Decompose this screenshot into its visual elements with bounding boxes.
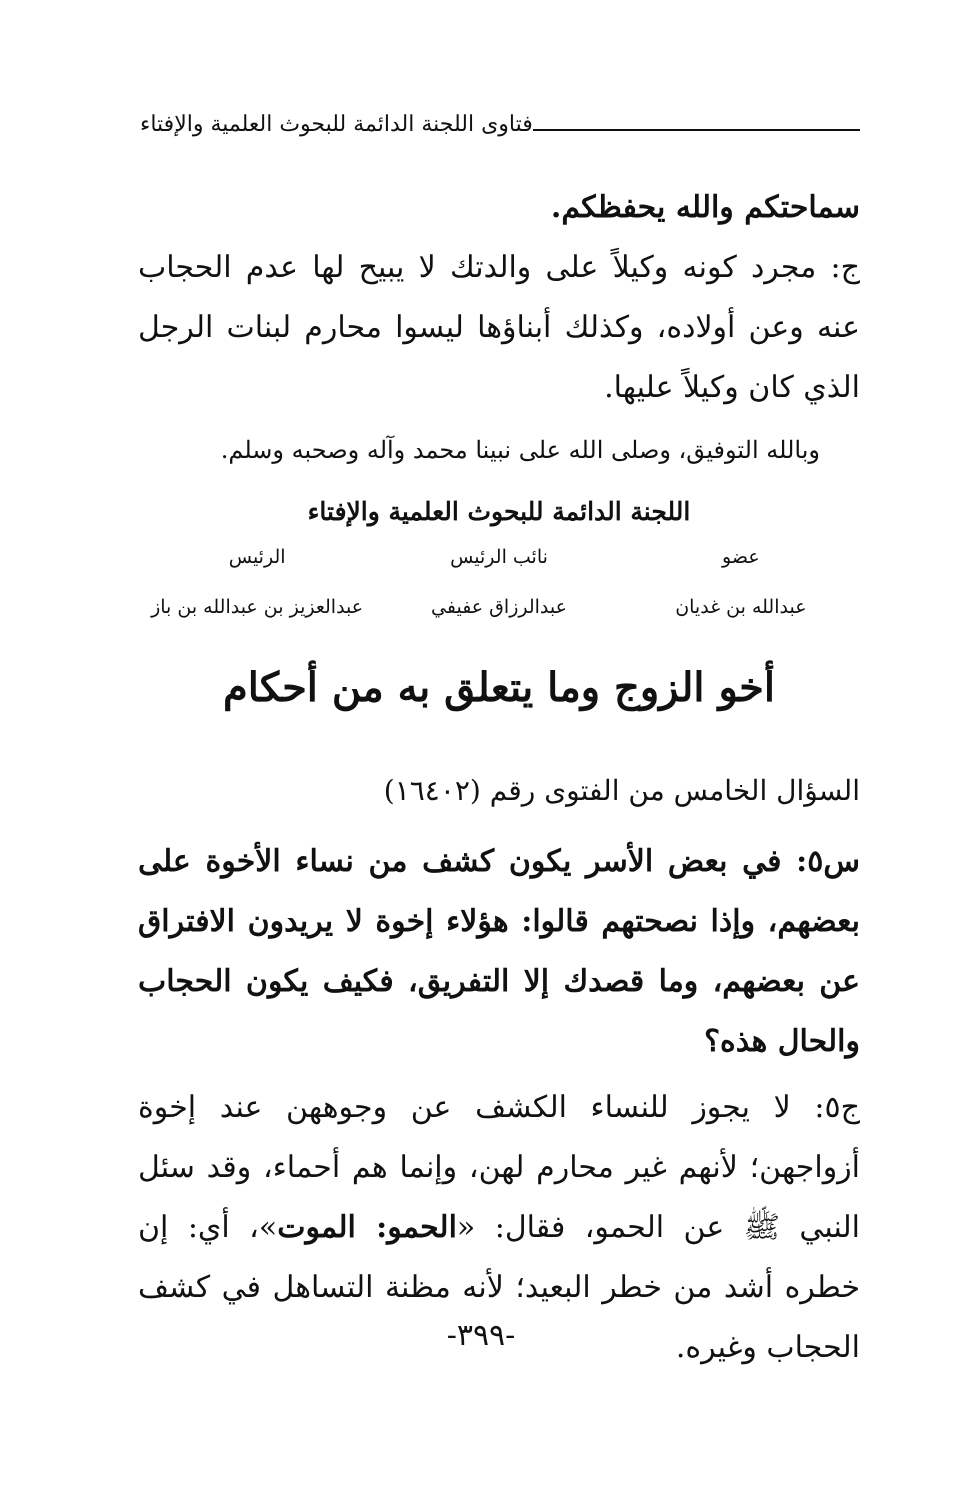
section-title: أخو الزوج وما يتعلق به من أحكام	[223, 664, 775, 711]
answer-part-2: »، أي: إن خطره أشد من خطر البعيد؛ لأنه مظنة التساهل في كشف الحجاب وغيره.	[138, 1210, 860, 1365]
signature-role-member: عضو	[722, 546, 760, 568]
signature-name-chairman: عبدالعزيز بن عبدالله بن باز	[151, 596, 364, 618]
signature-role-chairman: الرئيس	[228, 546, 286, 568]
question-text: س٥: في بعض الأسر يكون كشف من نساء الأخوة على بعضهم، وإذا نصحتهم قالوا: هؤلاء إخوة لا يريدون الافتراق عن بعضهم، وما قصدك إلا التفريق، فكيف يكون الحجاب والحال هذه؟	[138, 844, 860, 1059]
intro-closing: سماحتكم والله يحفظكم.	[550, 190, 860, 225]
previous-answer: ج: مجرد كونه وكيلاً على والدتك لا يبيح لها عدم الحجاب عنه وعن أولاده، وكذلك أبناؤها ليسوا محارم لبنات الرجل الذي كان وكيلاً عليها.	[138, 250, 860, 405]
page-content	[138, 178, 860, 1378]
signature-roles	[138, 542, 860, 572]
header-rule	[533, 129, 860, 131]
signature-name-vice-chairman: عبدالرزاق عفيفي	[431, 596, 567, 618]
closing-prayer: وبالله التوفيق، وصلى الله على نبينا محمد وآله وصحبه وسلم.	[220, 436, 820, 464]
running-header-title: فتاوى اللجنة الدائمة للبحوث العلمية والإفتاء	[140, 112, 533, 137]
running-header	[130, 112, 860, 137]
question-reference: السؤال الخامس من الفتوى رقم (١٦٤٠٢)	[383, 774, 860, 807]
signature-names	[138, 592, 860, 622]
hadith-quote: الحمو: الموت	[277, 1210, 457, 1245]
committee-name: اللجنة الدائمة للبحوث العلمية والإفتاء	[307, 497, 691, 526]
signature-name-member: عبدالله بن غديان	[675, 596, 807, 618]
page-number: -٣٩٩-	[446, 1318, 516, 1353]
answer-part-1: ج٥: لا يجوز للنساء الكشف عن وجوههن عند إخوة أزواجهن؛ لأنهم غير محارم لهن، وإنما هم أحماء، وقد سئل النبي ﷺ عن الحمو، فقال: «	[138, 1090, 861, 1245]
signature-role-vice-chairman: نائب الرئيس	[450, 546, 548, 568]
